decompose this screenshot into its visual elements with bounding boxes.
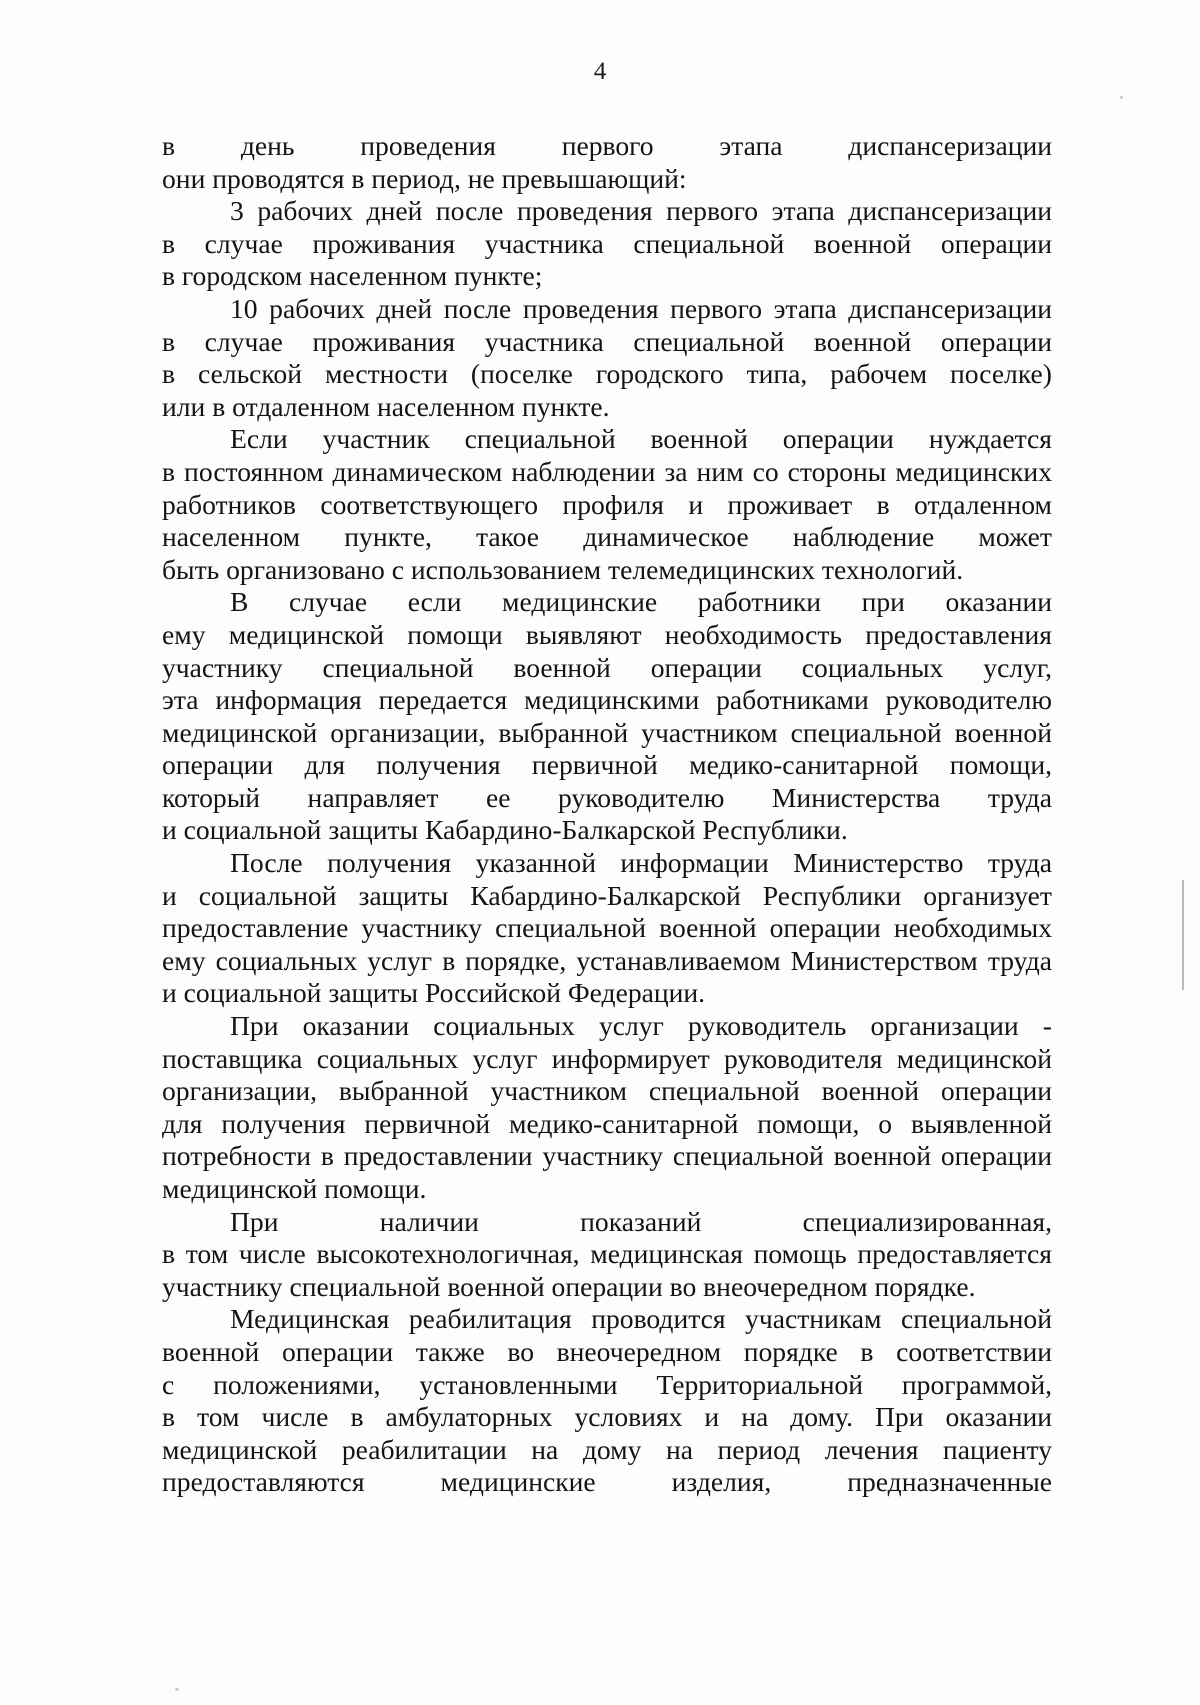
text-line: который направляет ее руководителю Министерства труда — [162, 781, 1052, 813]
text-line: эта информация передается медицинскими работниками руководителю — [162, 684, 1052, 716]
text-line: При оказании социальных услуг руководитель организации - — [230, 1010, 1052, 1042]
scan-speck — [1120, 96, 1123, 99]
text-line: поставщика социальных услуг информирует руководителя медицинской — [162, 1042, 1052, 1074]
text-line: быть организовано с использованием телемедицинских технологий. — [162, 553, 964, 585]
text-line: ему медицинской помощи выявляют необходимость предоставления — [162, 618, 1052, 650]
text-line: 3 рабочих дней после проведения первого этапа диспансеризации — [230, 195, 1052, 227]
text-line: в случае проживания участника специальной военной операции — [162, 325, 1052, 357]
text-line: В случае если медицинские работники при оказании — [230, 586, 1052, 618]
scan-speck — [175, 1688, 179, 1691]
text-line: для получения первичной медико-санитарной помощи, о выявленной — [162, 1107, 1052, 1139]
text-line: участнику специальной военной операции во внеочередном порядке. — [162, 1270, 976, 1302]
text-line: После получения указанной информации Министерство труда — [230, 847, 1052, 879]
text-line: потребности в предоставлении участнику специальной военной операции — [162, 1140, 1052, 1172]
text-line: в случае проживания участника специальной военной операции — [162, 227, 1052, 259]
text-line: в том числе высокотехнологичная, медицинская помощь предоставляется — [162, 1238, 1052, 1270]
text-line: При наличии показаний специализированная, — [230, 1205, 1052, 1237]
scan-margin-mark — [1182, 880, 1184, 990]
text-line: медицинской реабилитации на дому на период лечения пациенту — [162, 1433, 1052, 1465]
text-line: участнику специальной военной операции социальных услуг, — [162, 651, 1052, 683]
text-line: с положениями, установленными Территориальной программой, — [162, 1368, 1052, 1400]
text-line: Если участник специальной военной операции нуждается — [230, 423, 1052, 455]
text-line: и социальной защиты Кабардино-Балкарской Республики организует — [162, 879, 1052, 911]
text-line: работников соответствующего профиля и проживает в отдаленном — [162, 488, 1052, 520]
text-line: в городском населенном пункте; — [162, 260, 543, 292]
text-line: операции для получения первичной медико-санитарной помощи, — [162, 749, 1052, 781]
text-line: населенном пункте, такое динамическое наблюдение может — [162, 521, 1052, 553]
text-line: и социальной защиты Российской Федерации. — [162, 977, 706, 1009]
text-line: 10 рабочих дней после проведения первого этапа диспансеризации — [230, 292, 1052, 324]
text-line: или в отдаленном населенном пункте. — [162, 390, 610, 422]
text-line: организации, выбранной участником специальной военной операции — [162, 1075, 1052, 1107]
text-line: предоставляются медицинские изделия, предназначенные — [162, 1466, 1052, 1498]
text-line: медицинской организации, выбранной участником специальной военной — [162, 716, 1052, 748]
page-number: 4 — [593, 58, 607, 85]
text-line: Медицинская реабилитация проводится участникам специальной — [230, 1303, 1052, 1335]
text-line: предоставление участнику специальной военной операции необходимых — [162, 912, 1052, 944]
text-line: в постоянном динамическом наблюдении за ним со стороны медицинских — [162, 455, 1052, 487]
text-line: в сельской местности (поселке городского типа, рабочем поселке) — [162, 358, 1052, 390]
text-line: военной операции также во внеочередном порядке в соответствии — [162, 1335, 1052, 1367]
document-body-text — [162, 130, 1052, 1499]
text-line: они проводятся в период, не превышающий: — [162, 162, 687, 194]
text-line: и социальной защиты Кабардино-Балкарской Республики. — [162, 814, 848, 846]
text-line: медицинской помощи. — [162, 1173, 427, 1204]
text-line: ему социальных услуг в порядке, устанавливаемом Министерством труда — [162, 944, 1052, 976]
text-line: в день проведения первого этапа диспансеризации — [162, 130, 1052, 161]
text-line: в том числе в амбулаторных условиях и на дому. При оказании — [162, 1401, 1052, 1433]
